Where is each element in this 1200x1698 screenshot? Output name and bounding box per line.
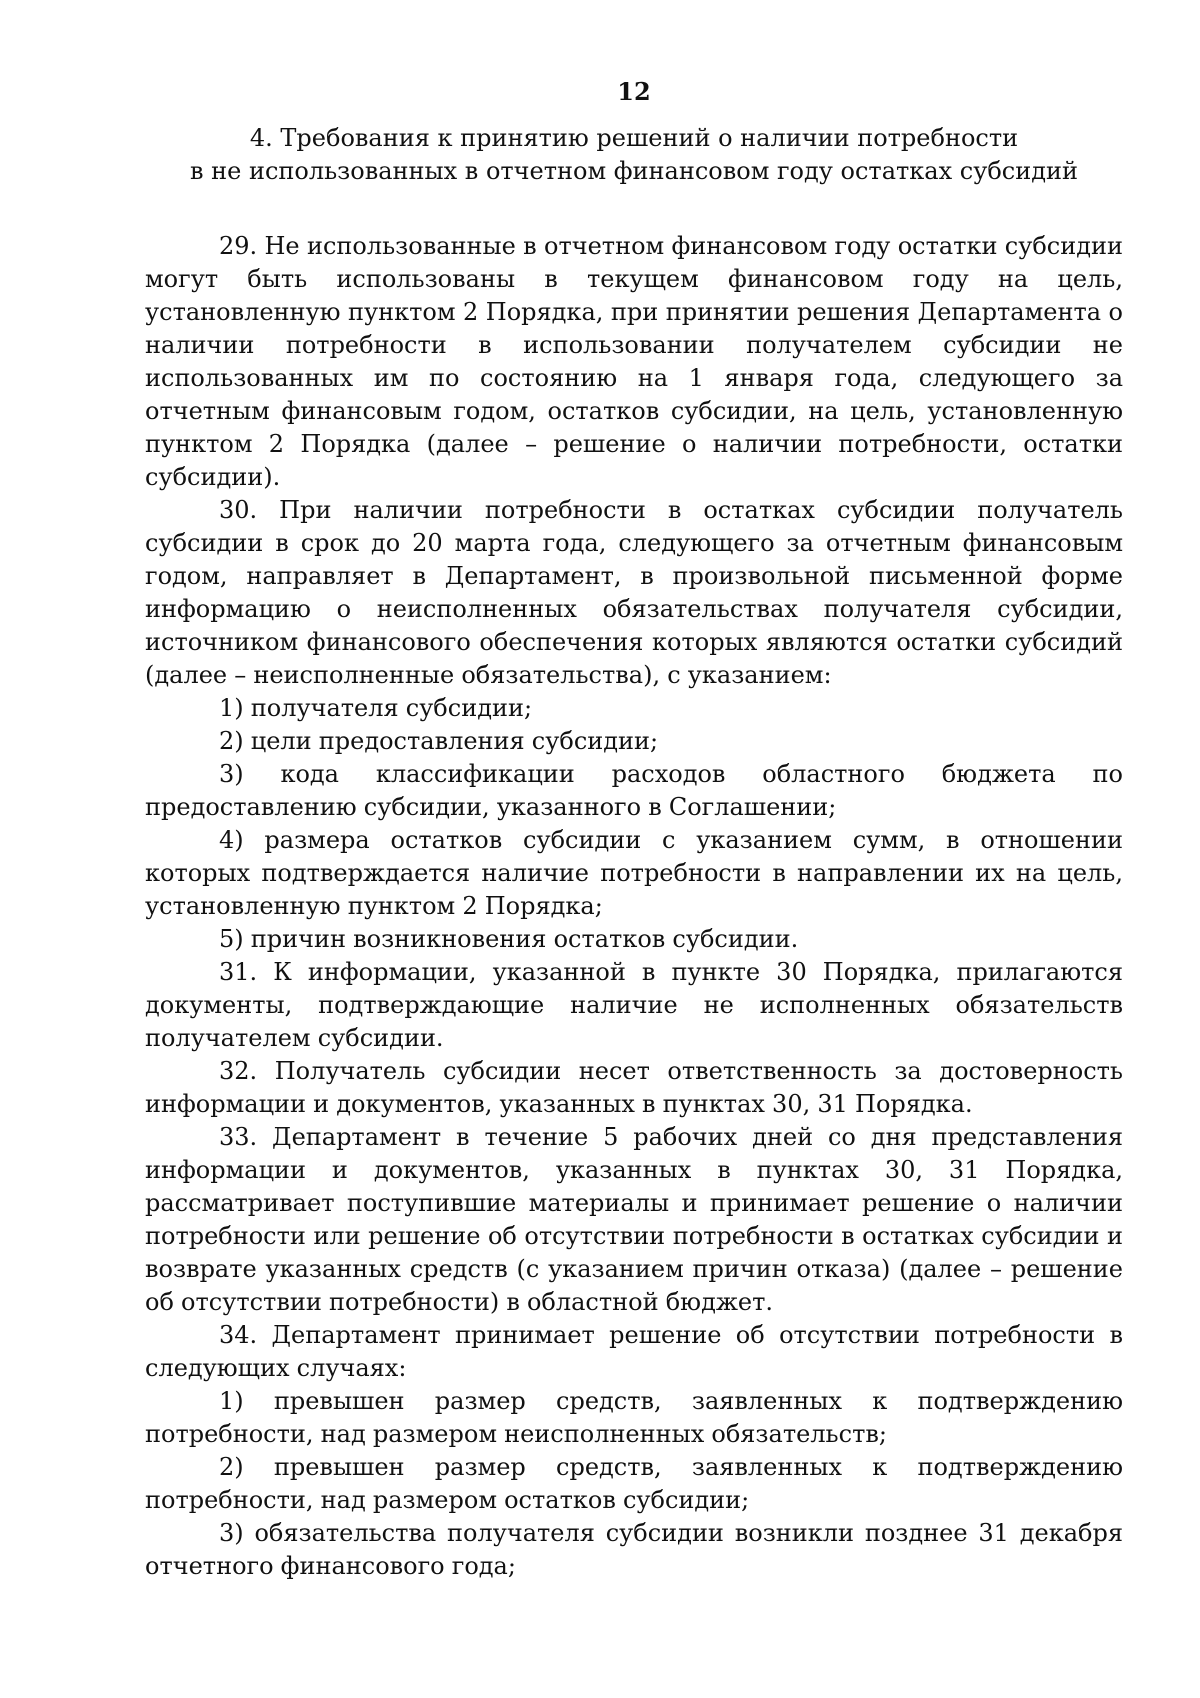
paragraph-29: 29. Не использованные в отчетном финансовом году остатки субсидии могут быть использованы в текущем финансовом году на цель, установленную пунктом 2 Порядка, при принятии решения Департамента о наличии потребности в использовании получателем субсидии не использованных им по состоянию на 1 января года, следующего за отчетным финансовым годом, остатков субсидии, на цель, установленную пунктом 2 Порядка (далее – решение о наличии потребности, остатки субсидии). <box>145 232 1123 491</box>
paragraph-34: 34. Департамент принимает решение об отсутствии потребности в следующих случаях: <box>145 1321 1123 1382</box>
paragraph-32: 32. Получатель субсидии несет ответственность за достоверность информации и документов, указанных в пунктах 30, 31 Порядка. <box>145 1057 1123 1118</box>
paragraph-31: 31. К информации, указанной в пункте 30 Порядка, прилагаются документы, подтверждающие наличие не исполненных обязательств получателем субсидии. <box>145 958 1123 1052</box>
document-page <box>145 70 1123 1670</box>
section-title <box>145 122 1123 188</box>
paragraph-34-item-2: 2) превышен размер средств, заявленных к подтверждению потребности, над размером остатков субсидии; <box>145 1453 1123 1514</box>
paragraph-30: 30. При наличии потребности в остатках субсидии получатель субсидии в срок до 20 марта года, следующего за отчетным финансовым годом, направляет в Департамент, в произвольной письменной форме информацию о неисполненных обязательствах получателя субсидии, источником финансового обеспечения которых являются остатки субсидий (далее – неисполненные обязательства), с указанием: <box>145 496 1123 689</box>
section-title-line-1: 4. Требования к принятию решений о наличии потребности <box>249 124 1019 152</box>
page-number: 12 <box>617 77 651 106</box>
paragraph-33: 33. Департамент в течение 5 рабочих дней со дня представления информации и документов, указанных в пунктах 30, 31 Порядка, рассматривает поступившие материалы и принимает решение о наличии потребности или решение об отсутствии потребности в остатках субсидии и возврате указанных средств (с указанием причин отказа) (далее – решение об отсутствии потребности) в областной бюджет. <box>145 1123 1123 1316</box>
document-body <box>145 230 1123 1583</box>
paragraph-34-item-3: 3) обязательства получателя субсидии возникли позднее 31 декабря отчетного финансового года; <box>145 1519 1123 1580</box>
paragraph-34-item-1: 1) превышен размер средств, заявленных к подтверждению потребности, над размером неисполненных обязательств; <box>145 1387 1123 1448</box>
paragraph-30-item-2: 2) цели предоставления субсидии; <box>219 727 659 755</box>
paragraph-30-item-1: 1) получателя субсидии; <box>219 694 533 722</box>
section-title-line-2: в не использованных в отчетном финансовом году остатках субсидий <box>190 157 1078 185</box>
paragraph-30-item-5: 5) причин возникновения остатков субсидии. <box>219 925 799 953</box>
paragraph-30-item-3: 3) кода классификации расходов областного бюджета по предоставлению субсидии, указанного в Соглашении; <box>145 760 1123 821</box>
paragraph-30-item-4: 4) размера остатков субсидии с указанием сумм, в отношении которых подтверждается наличие потребности в направлении их на цель, установленную пунктом 2 Порядка; <box>145 826 1123 920</box>
